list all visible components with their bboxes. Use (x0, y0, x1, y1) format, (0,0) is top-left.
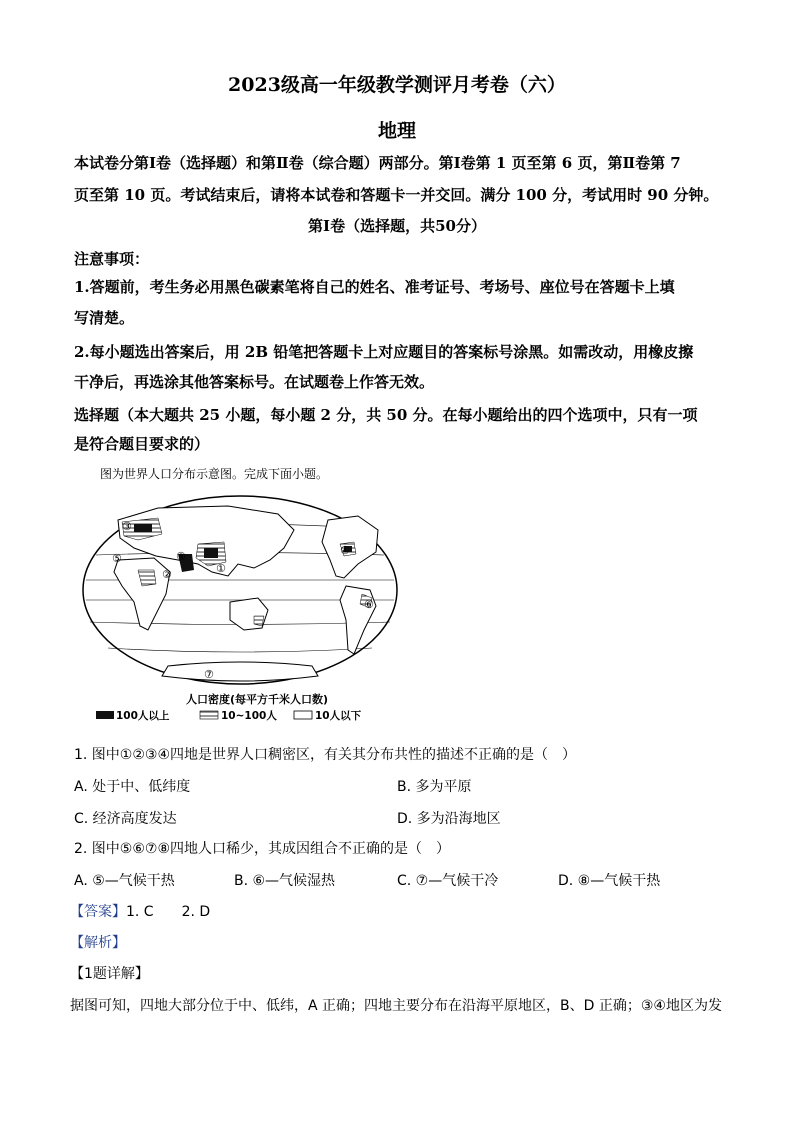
intro-line-2: 页至第 10 页。考试结束后，请将本试卷和答题卡一并交回。满分 100 分，考试用时 90 分钟。 (74, 186, 719, 204)
map-label-6: ⑥ (364, 598, 374, 611)
note-2-line-1: 2.每小题选出答案后，用 2B 铅笔把答题卡上对应题目的答案标号涂黑。如需改动，用橡皮擦 (74, 343, 694, 361)
answer-line (70, 901, 210, 921)
question-2-option-a: A. ⑤—气候干热 (74, 873, 175, 889)
question-1-option-a: A. 处于中、低纬度 (74, 779, 191, 795)
answer-tag: 【答案】 (70, 904, 126, 920)
question-1-option-b: B. 多为平原 (397, 779, 472, 795)
legend-label-mid: 10~100人 (221, 710, 277, 722)
note-1-line-2: 写清楚。 (74, 309, 135, 327)
question-2-option-b: B. ⑥—气候湿热 (234, 873, 336, 889)
legend-swatch-mid (200, 711, 218, 719)
analysis-tag: 【解析】 (70, 935, 126, 951)
question-2-stem: 2. 图中⑤⑥⑦⑧四地人口稀少，其成因组合不正确的是（ ） (74, 841, 451, 857)
analysis-text: 据图可知，四地大部分位于中、低纬，A 正确；四地主要分布在沿海平原地区，B、D 正确；③④地区为发 (70, 998, 722, 1014)
note-2-line-2: 干净后，再选涂其他答案标号。在试题卷上作答无效。 (74, 373, 435, 391)
question-1-option-d: D. 多为沿海地区 (397, 811, 501, 827)
subject-title: 地理 (377, 120, 416, 142)
mc-instructions-line-2: 是符合题目要求的） (74, 435, 210, 453)
map-label-7: ⑦ (204, 668, 214, 681)
legend-title: 人口密度(每平方千米人口数) (186, 693, 329, 706)
question-1-detail-tag: 【1题详解】 (70, 966, 149, 982)
legend-label-high: 100人以上 (116, 710, 170, 722)
map-label-8: ⑧ (176, 550, 186, 563)
answer-text: 1. C 2. D (126, 904, 211, 920)
page-title: 2023级高一年级教学测评月考卷（六） (228, 74, 566, 96)
map-label-1: ① (216, 562, 226, 575)
map-label-3: ③ (122, 520, 132, 533)
note-1-line-1: 1.答题前，考生务必用黑色碳素笔将自己的姓名、准考证号、考场号、座位号在答题卡上填 (74, 278, 675, 296)
question-2-option-c: C. ⑦—气候干冷 (397, 873, 499, 889)
notes-heading: 注意事项： (74, 250, 150, 268)
question-1-stem: 1. 图中①②③④四地是世界人口稠密区，有关其分布共性的描述不正确的是（ ） (74, 747, 577, 763)
section-heading: 第Ⅰ卷（选择题，共50分） (308, 217, 486, 235)
intro-line-1: 本试卷分第Ⅰ卷（选择题）和第Ⅱ卷（综合题）两部分。第Ⅰ卷第 1 页至第 6 页，第Ⅱ卷第 7 (74, 154, 681, 172)
map-label-4: ④ (340, 544, 350, 557)
question-1-option-c: C. 经济高度发达 (74, 811, 177, 827)
legend-swatch-high (96, 711, 114, 719)
map-label-5: ⑤ (112, 552, 122, 565)
legend-swatch-low (294, 711, 312, 719)
figure-caption: 图为世界人口分布示意图。完成下面小题。 (100, 467, 329, 481)
mc-instructions-line-1: 选择题（本大题共 25 小题，每小题 2 分，共 50 分。在每小题给出的四个选项中，只有一项 (74, 406, 698, 424)
world-population-map (78, 490, 408, 725)
map-label-2: ② (162, 568, 172, 581)
question-2-option-d: D. ⑧—气候干热 (558, 873, 661, 889)
legend-label-low: 10人以下 (315, 710, 362, 722)
